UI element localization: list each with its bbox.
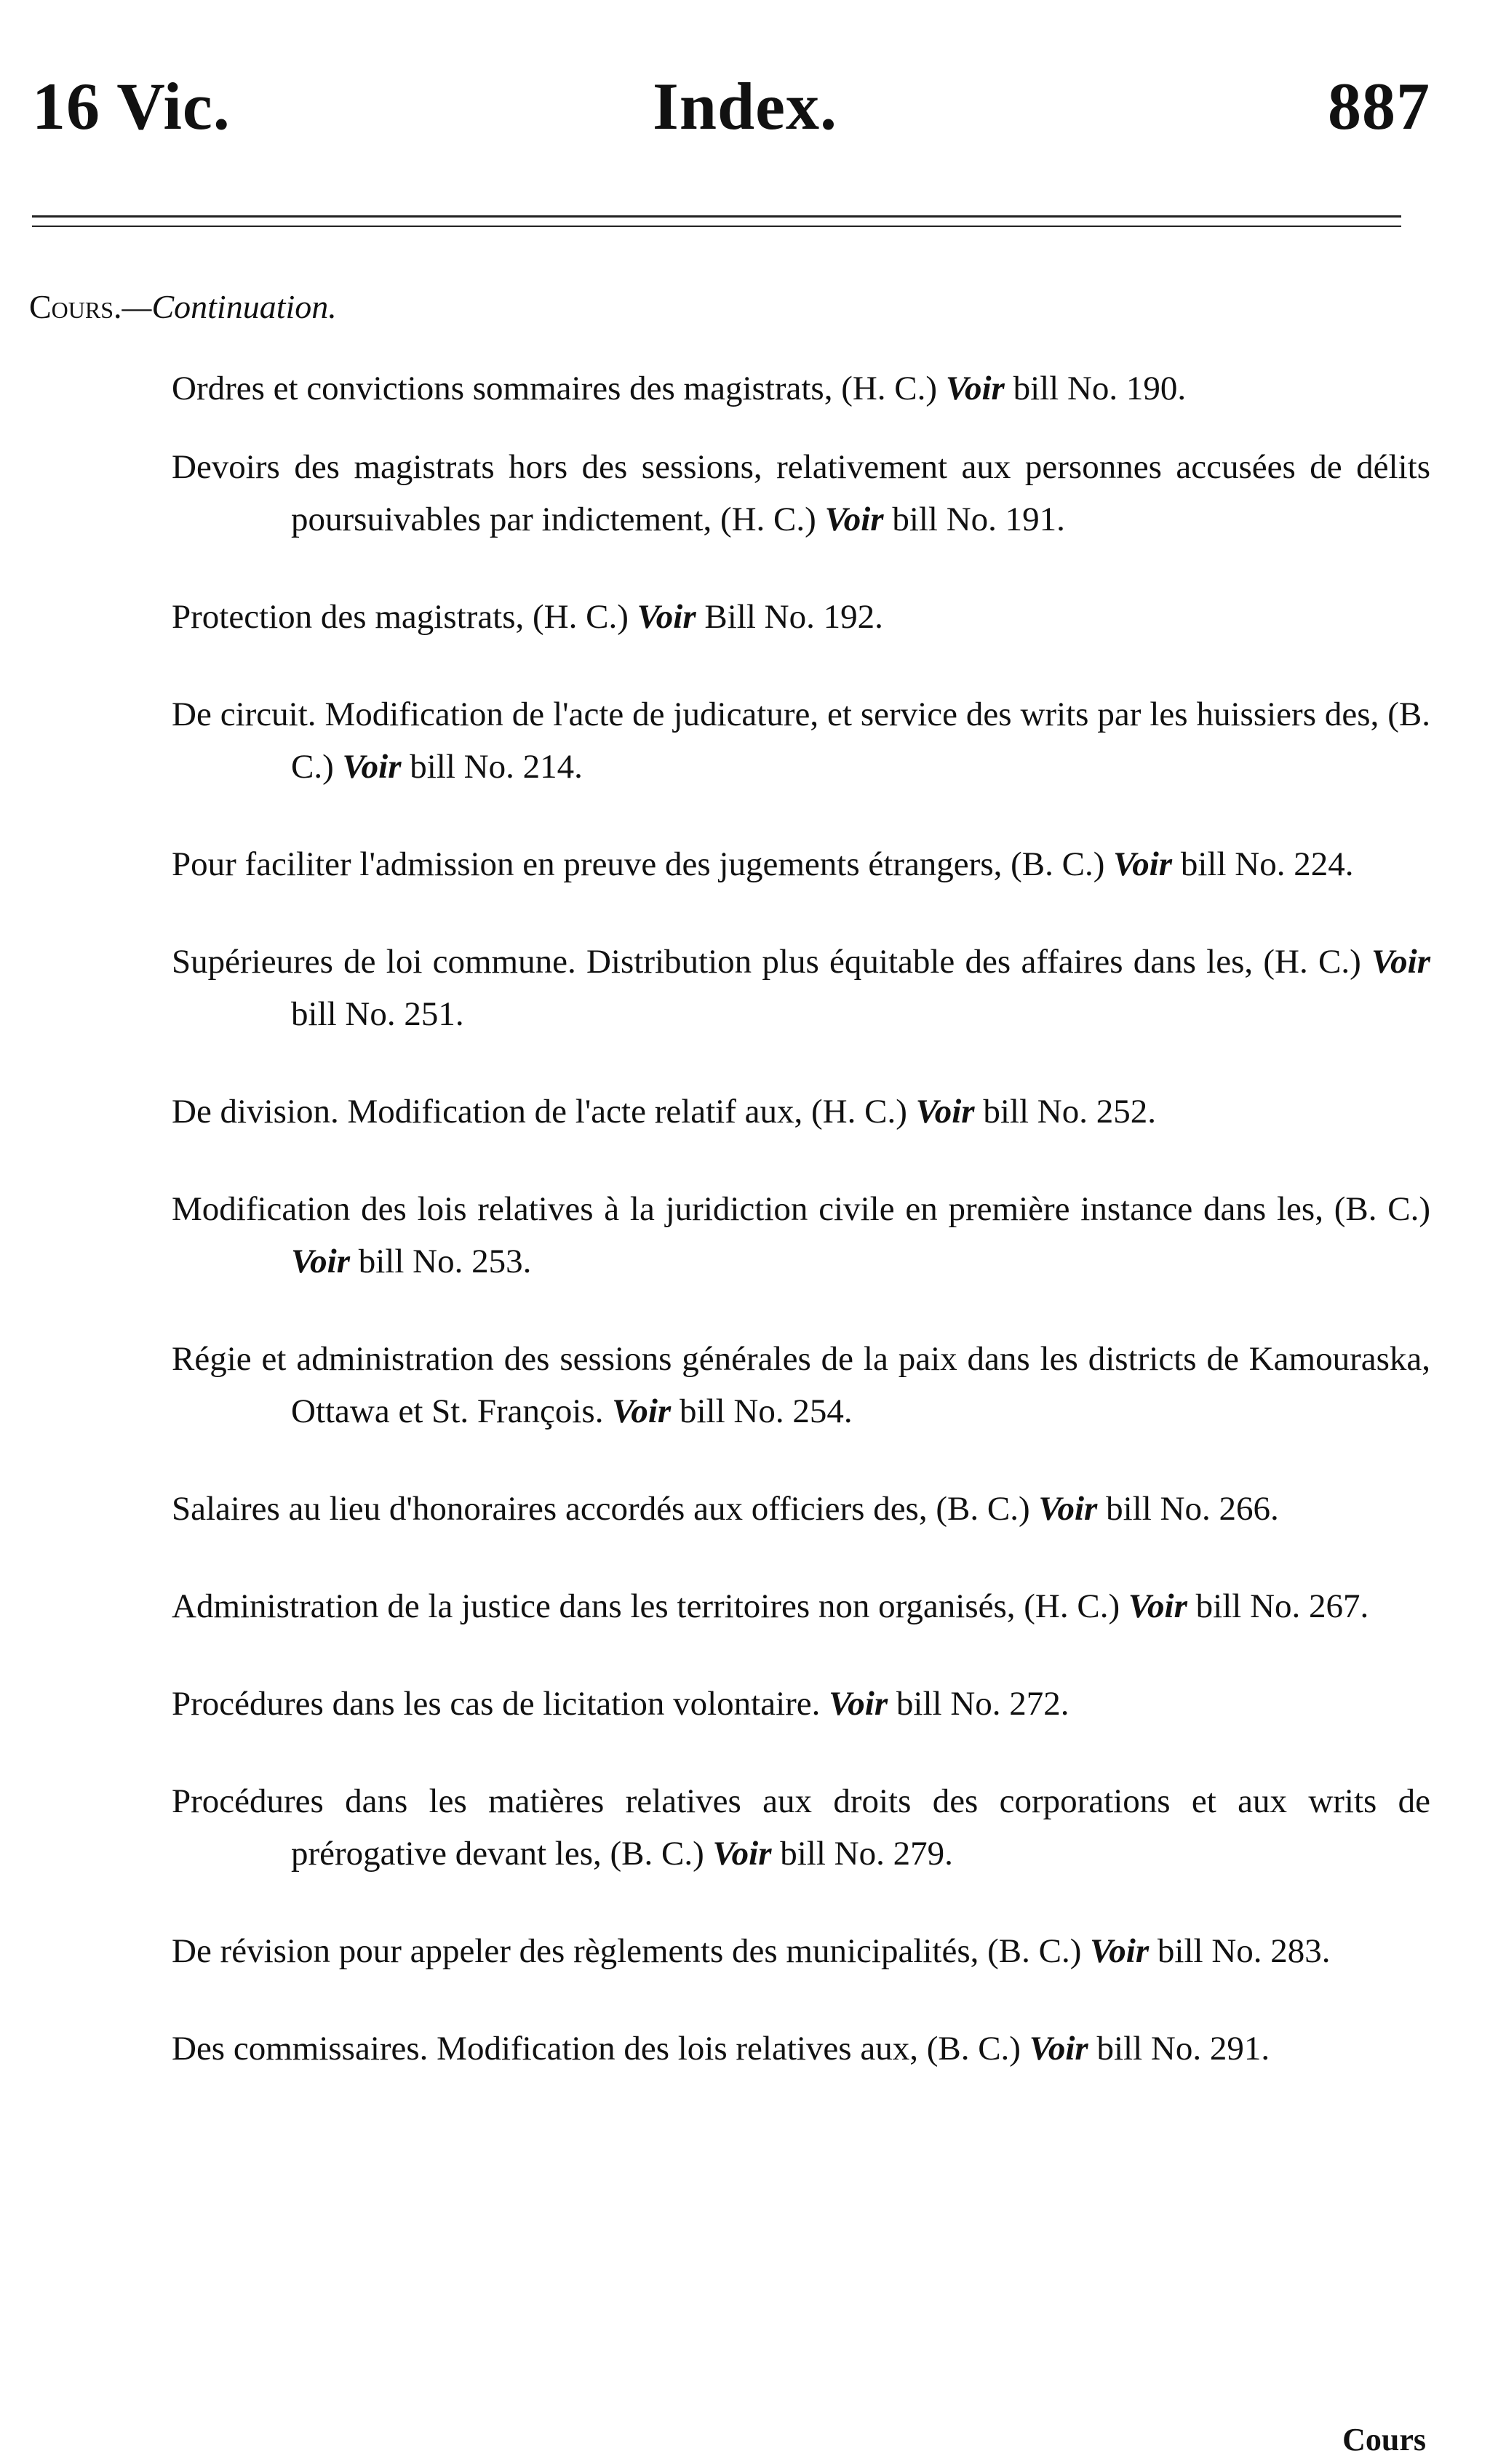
voir-label: Voir bbox=[712, 1835, 772, 1873]
entry-text: De révision pour appeler des règlements des municipalités, (B. C.) bbox=[172, 1932, 1082, 1970]
running-head-session: 16 Vic. bbox=[32, 69, 231, 143]
entry-text: Devoirs des magistrats hors des sessions, relativement aux personnes accusées de délits poursuivables par indictement, (H. C.) bbox=[172, 448, 1430, 538]
entry-text: Pour faciliter l'admission en preuve des jugements étrangers, (B. C.) bbox=[172, 845, 1105, 883]
index-entry bbox=[172, 1678, 1430, 1730]
bill-reference: bill No. 190. bbox=[1013, 370, 1187, 407]
entry-text: De circuit. Modification de l'acte de judicature, et service des writs par les huissiers des, (B. C.) bbox=[172, 695, 1430, 786]
index-entry bbox=[172, 1775, 1430, 1880]
header-rule-secondary bbox=[32, 226, 1401, 227]
entry-text: Procédures dans les cas de licitation volontaire. bbox=[172, 1685, 821, 1723]
voir-label: Voir bbox=[1038, 1490, 1098, 1528]
voir-label: Voir bbox=[342, 748, 402, 786]
index-entry bbox=[172, 1580, 1430, 1632]
bill-reference: bill No. 214. bbox=[410, 748, 583, 786]
index-entry bbox=[172, 1925, 1430, 1977]
voir-label: Voir bbox=[1090, 1932, 1150, 1970]
bill-reference: Bill No. 192. bbox=[704, 598, 883, 636]
bill-reference: bill No. 283. bbox=[1157, 1932, 1331, 1970]
catchword bbox=[1342, 2421, 1426, 2458]
entry-text: Supérieures de loi commune. Distribution plus équitable des affaires dans les, (H. C.) bbox=[172, 943, 1361, 981]
voir-label: Voir bbox=[915, 1093, 975, 1131]
index-entry bbox=[172, 1183, 1430, 1288]
voir-label: Voir bbox=[1113, 845, 1173, 883]
running-head-title: Index. bbox=[653, 69, 837, 143]
bill-reference: bill No. 267. bbox=[1195, 1587, 1369, 1625]
index-entry bbox=[172, 1333, 1430, 1438]
voir-label: Voir bbox=[612, 1392, 672, 1430]
entry-text: Ordres et convictions sommaires des magistrats, (H. C.) bbox=[172, 370, 938, 407]
voir-label: Voir bbox=[1128, 1587, 1187, 1625]
bill-reference: bill No. 253. bbox=[358, 1243, 532, 1280]
entry-text: Régie et administration des sessions générales de la paix dans les districts de Kamouraska, Ottawa et St. François. bbox=[172, 1340, 1430, 1430]
bill-reference: bill No. 224. bbox=[1180, 845, 1354, 883]
section-heading-term: Cours. bbox=[29, 288, 122, 325]
index-entries bbox=[172, 362, 1430, 2075]
bill-reference: bill No. 254. bbox=[679, 1392, 853, 1430]
bill-reference: bill No. 272. bbox=[896, 1685, 1069, 1723]
entry-text: Salaires au lieu d'honoraires accordés aux officiers des, (B. C.) bbox=[172, 1490, 1030, 1528]
index-entry bbox=[172, 362, 1430, 415]
bill-reference: bill No. 266. bbox=[1106, 1490, 1279, 1528]
index-entry bbox=[172, 591, 1430, 643]
entry-text: De division. Modification de l'acte relatif aux, (H. C.) bbox=[172, 1093, 907, 1131]
voir-label: Voir bbox=[1029, 2030, 1088, 2068]
page-number: 887 bbox=[1328, 69, 1430, 143]
voir-label: Voir bbox=[829, 1685, 888, 1723]
section-heading bbox=[29, 287, 337, 326]
entry-text: Protection des magistrats, (H. C.) bbox=[172, 598, 629, 636]
index-entry bbox=[172, 936, 1430, 1040]
index-entry bbox=[172, 838, 1430, 890]
section-continuation: —Continuation. bbox=[121, 288, 337, 325]
index-entry bbox=[172, 2022, 1430, 2075]
voir-label: Voir bbox=[291, 1243, 350, 1280]
bill-reference: bill No. 251. bbox=[291, 995, 464, 1033]
index-entry bbox=[172, 441, 1430, 546]
bill-reference: bill No. 252. bbox=[983, 1093, 1156, 1131]
index-entry bbox=[172, 1483, 1430, 1535]
index-entry bbox=[172, 688, 1430, 793]
index-entry bbox=[172, 1085, 1430, 1138]
catchword-text: Cours bbox=[1342, 2422, 1426, 2457]
voir-label: Voir bbox=[945, 370, 1005, 407]
entry-text: Des commissaires. Modification des lois relatives aux, (B. C.) bbox=[172, 2030, 1021, 2068]
bill-reference: bill No. 291. bbox=[1096, 2030, 1270, 2068]
bill-reference: bill No. 279. bbox=[780, 1835, 953, 1873]
entry-text: Modification des lois relatives à la juridiction civile en première instance dans les, (B. C.) bbox=[172, 1190, 1430, 1228]
bill-reference: bill No. 191. bbox=[892, 501, 1065, 538]
entry-text: Procédures dans les matières relatives aux droits des corporations et aux writs de prérogative devant les, (B. C.) bbox=[172, 1782, 1430, 1873]
voir-label: Voir bbox=[637, 598, 696, 636]
voir-label: Voir bbox=[1371, 943, 1431, 981]
header-rule bbox=[32, 215, 1401, 218]
voir-label: Voir bbox=[824, 501, 884, 538]
entry-text: Administration de la justice dans les territoires non organisés, (H. C.) bbox=[172, 1587, 1120, 1625]
